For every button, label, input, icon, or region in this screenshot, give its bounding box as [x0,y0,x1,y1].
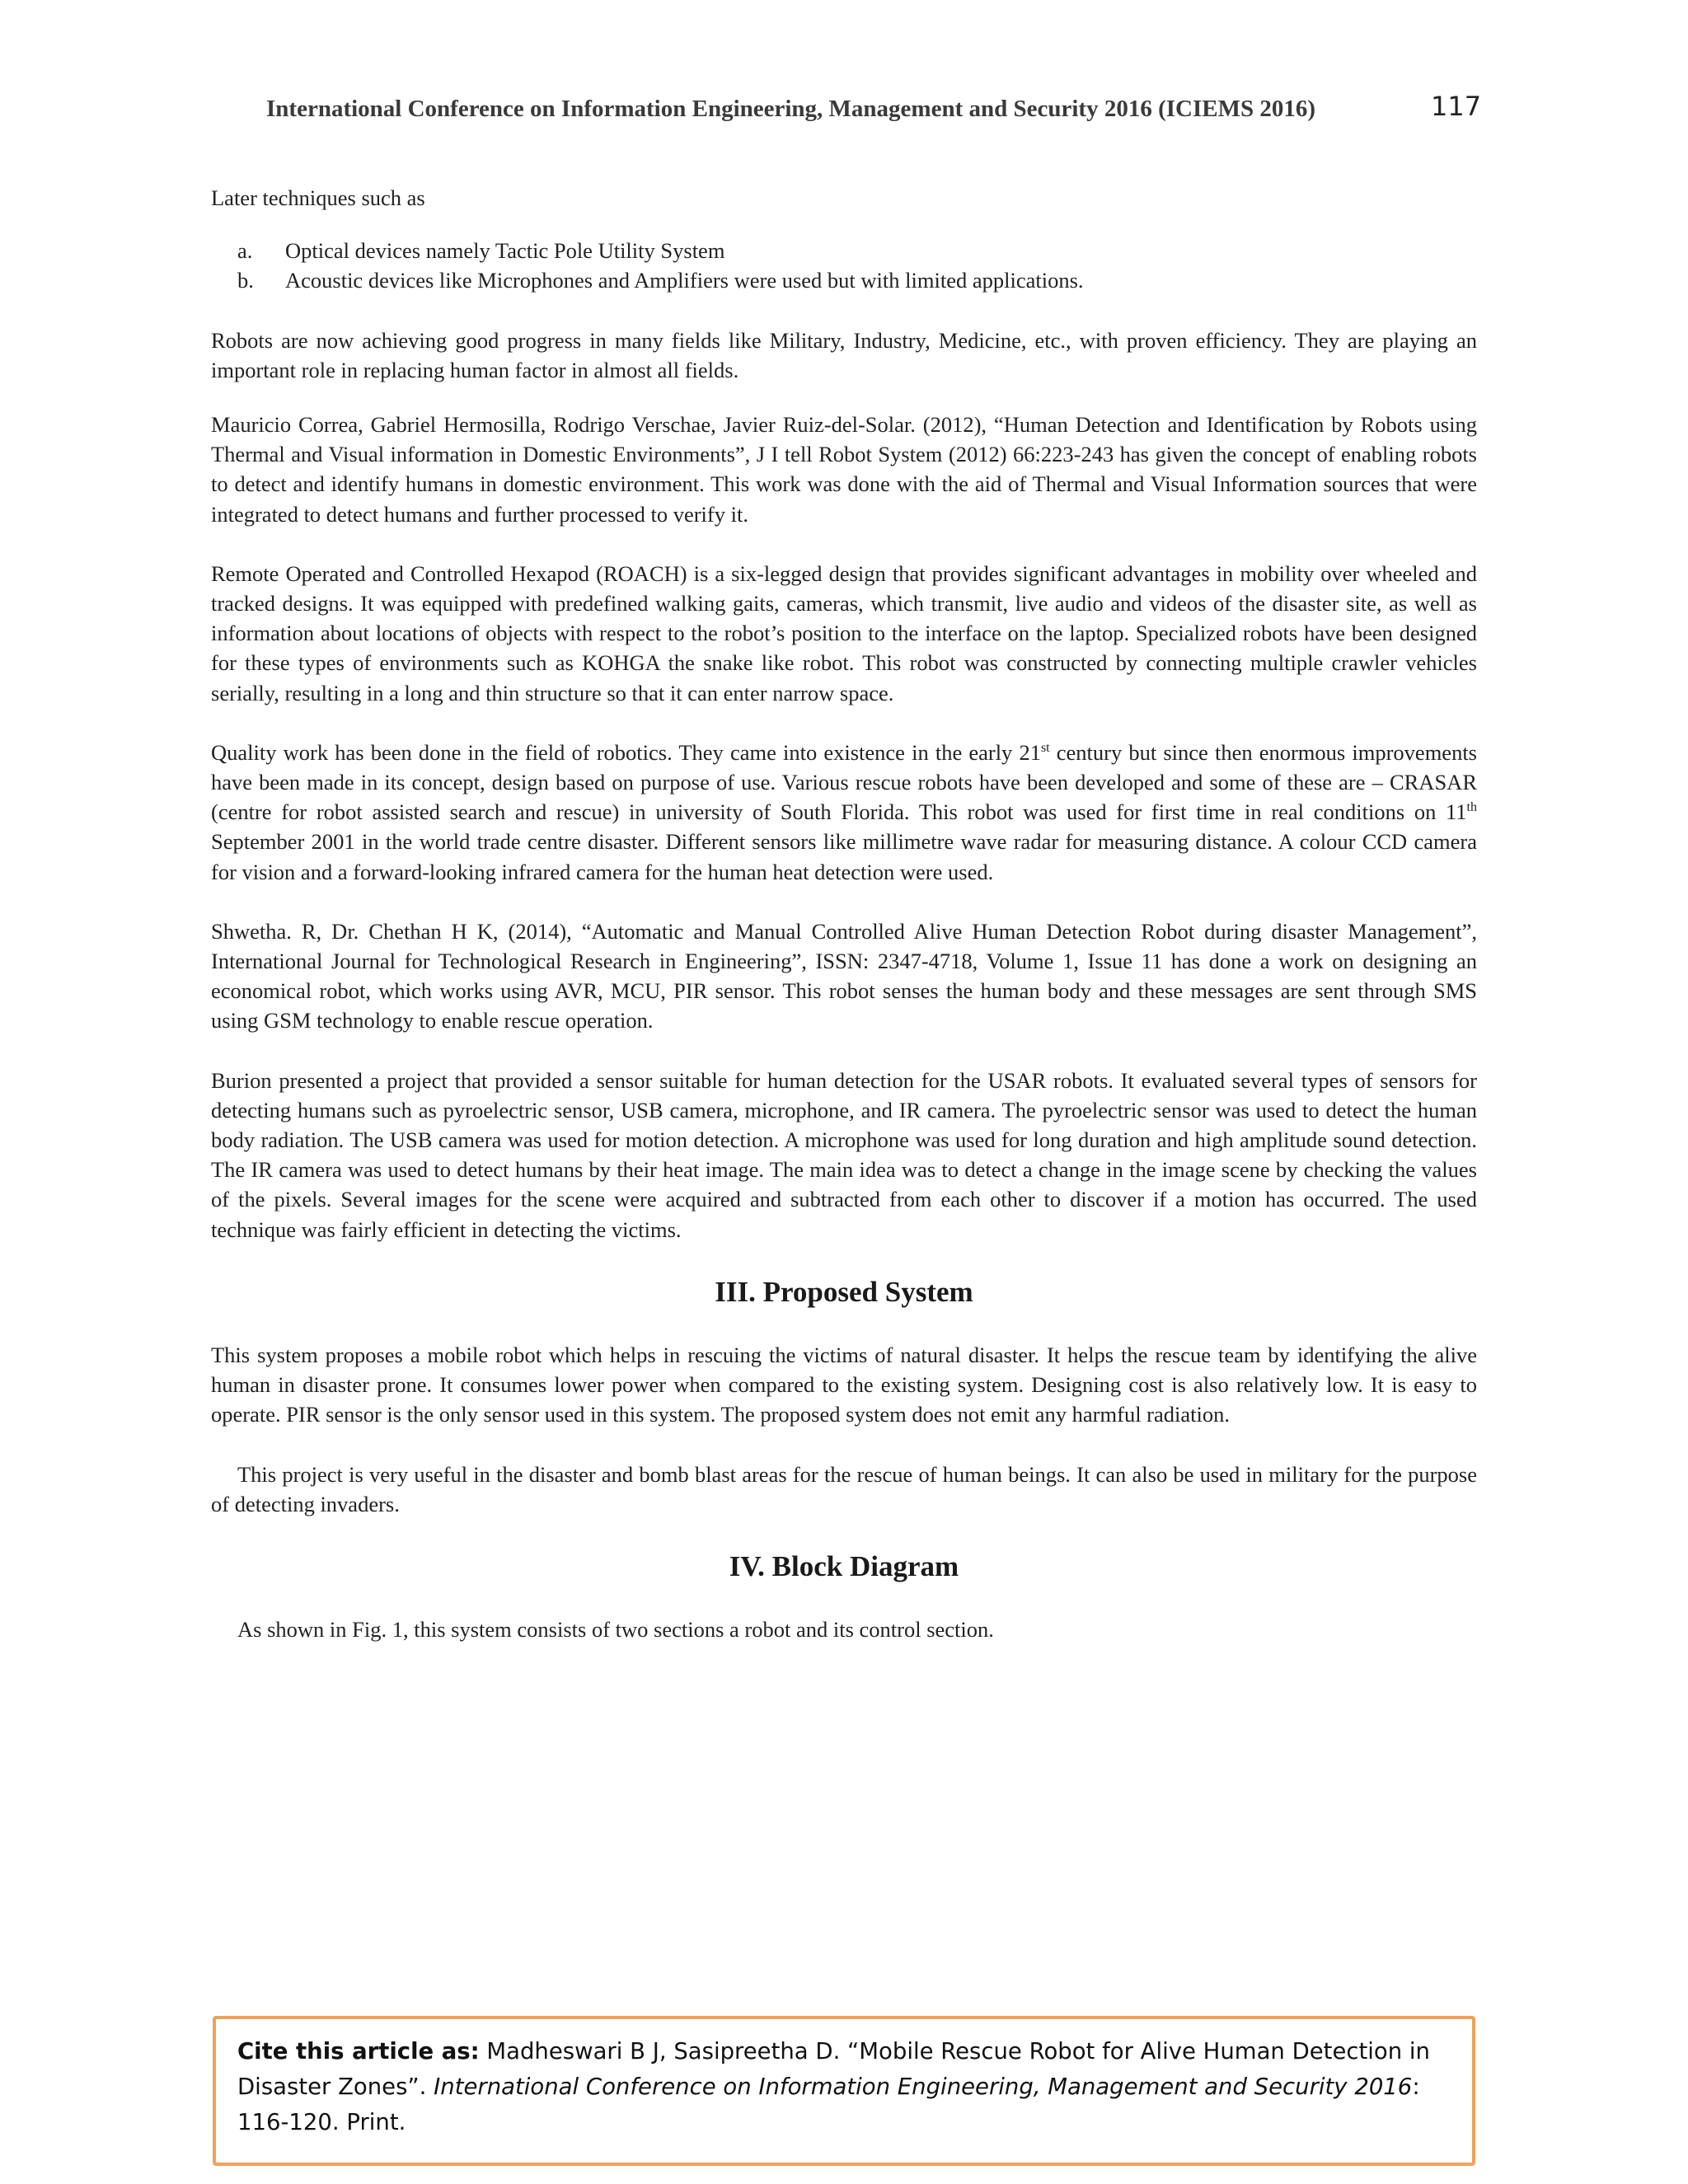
intro-text: Later techniques such as [211,185,425,210]
superscript: th [1466,800,1477,815]
citation-pages: : 116-120. Print. [237,2074,1420,2135]
citation-box [213,2016,1475,2166]
paragraph-robots-progress: Robots are now achieving good progress in many fields like Military, Industry, Medicine, etc., with proven efficiency. They are playing an important role in replacing human factor in almost all fields. [211,327,1477,382]
list-marker: b. [237,268,254,293]
list-item-text: Optical devices namely Tactic Pole Utility System [285,238,725,264]
paragraph-quality-work [211,738,1477,887]
paragraph-block-diagram: As shown in Fig. 1, this system consists of two sections a robot and its control section. [237,1616,994,1642]
paragraph-shwetha-reference: Shwetha. R, Dr. Chethan H K, (2014), “Automatic and Manual Controlled Alive Human Detection Robot during disaster Management”, International Journal for Technological Research in Engineering”, ISSN: 2347-4718, Volume 1, Issue 11 has done a work on designing an economical robot, which works using AVR, MCU, PIR sensor. This robot senses the human body and these messages are sent through SMS using GSM technology to enable rescue operation. [211,918,1477,1033]
section-heading-block-diagram: IV. Block Diagram [729,1549,959,1582]
page-body [211,183,1477,1644]
techniques-list [211,236,1477,295]
paragraph-project-use: This project is very useful in the disaster and bomb blast areas for the rescue of human beings. It can also be used in military for the purpose of detecting invaders. [211,1461,1477,1516]
superscript: st [1040,741,1050,756]
citation-label: Cite this article as: [237,2038,480,2064]
text-span: century but since then enormous improvements have been made in its concept, design based on purpose of use. Various rescue robots have been developed and some of these are – CRASAR (centre for robot assisted search and rescue) in university of South Florida. This robot was used for first time in real conditions on 11 [211,739,1477,825]
text-span: September 2001 in the world trade centre disaster. Different sensors like millimetre wave radar for measuring distance. A colour CCD camera for vision and a forward-looking infrared camera for the human heat detection were used. [211,829,1477,884]
paragraph-roach: Remote Operated and Controlled Hexapod (ROACH) is a six-legged design that provides significant advantages in mobility over wheeled and tracked designs. It was equipped with predefined walking gaits, cameras, which transmit, live audio and videos of the disaster site, as well as information about locations of objects with respect to the robot’s position to the interface on the laptop. Specialized robots have been designed for these types of environments such as KOHGA the snake like robot. This robot was constructed by connecting multiple crawler vehicles serially, resulting in a long and thin structure so that it can enter narrow space. [211,560,1477,705]
paragraph-proposed-system: This system proposes a mobile robot which helps in rescuing the victims of natural disaster. It helps the rescue team by identifying the alive human in disaster prone. It consumes lower power when compared to the existing system. Designing cost is also relatively low. It is easy to operate. PIR sensor is the only sensor used in this system. The proposed system does not emit any harmful radiation. [211,1342,1477,1427]
list-item [211,265,1477,295]
paragraph-correa-reference: Mauricio Correa, Gabriel Hermosilla, Rodrigo Verschae, Javier Ruiz-del-Solar. (2012), “Human Detection and Identification by Robots using Thermal and Visual information in Domestic Environments”, J I tell Robot System (2012) 66:223-243 has given the concept of enabling robots to detect and identify humans in domestic environment. This work was done with the aid of Thermal and Visual Information sources that were integrated to detect humans and further processed to verify it. [211,412,1477,527]
list-marker: a. [237,238,253,264]
list-item [211,236,1477,265]
running-header: International Conference on Information Engineering, Management and Security 2016 (ICIEMS 2016) [266,96,1316,122]
citation-authors: Madheswari B J, Sasipreetha D. “Mobile Rescue Robot for Alive Human Detection in Disaster Zones”. [237,2038,1430,2100]
citation-venue: International Conference on Information Engineering, Management and Security 2016 [434,2074,1413,2100]
page-number: 117 [1431,91,1482,122]
paragraph-burion: Burion presented a project that provided a sensor suitable for human detection for the USAR robots. It evaluated several types of sensors for detecting humans such as pyroelectric sensor, USB camera, microphone, and IR camera. The pyroelectric sensor was used to detect the human body radiation. The USB camera was used for motion detection. A microphone was used for long duration and high amplitude sound detection. The IR camera was used to detect humans by their heat image. The main idea was to detect a change in the image scene by checking the values of the pixels. Several images for the scene were acquired and subtracted from each other to discover if a motion has occurred. The used technique was fairly efficient in detecting the victims. [211,1067,1477,1242]
text-span: Quality work has been done in the field of robotics. They came into existence in the early 21 [211,739,1041,765]
list-item-text: Acoustic devices like Microphones and Amplifiers were used but with limited applications. [285,268,1084,293]
section-heading-proposed-system: III. Proposed System [715,1275,973,1308]
